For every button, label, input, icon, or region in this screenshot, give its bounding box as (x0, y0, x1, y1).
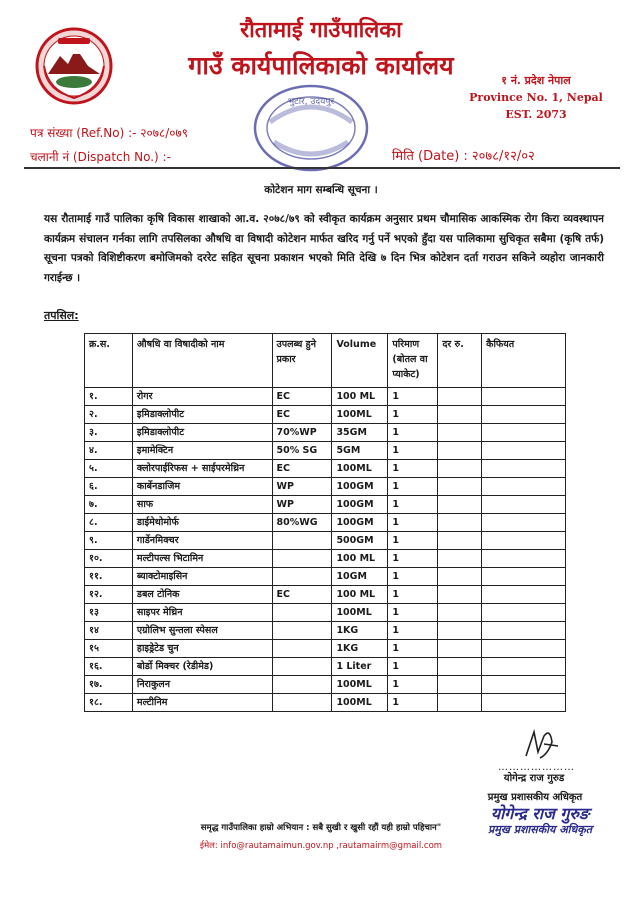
table-row (85, 586, 566, 604)
cell-serial: ११. (85, 568, 133, 586)
cell-volume: 100ML (332, 406, 388, 424)
cell-serial: १७. (85, 676, 133, 694)
table-row (85, 658, 566, 676)
col-name: औषधि वा विषादीको नाम (132, 334, 272, 388)
cell-remarks (482, 604, 566, 622)
signature-line: ………………… (498, 762, 575, 773)
office-name: गाउँ कार्यपालिकाको कार्यालय (188, 51, 454, 80)
cell-name: डबल टोनिक (132, 586, 272, 604)
col-serial: क्र.स. (85, 334, 133, 388)
office-stamp (250, 82, 372, 174)
footer-email: ईमेल: info@rautamaimun.gov.np ,rautamairm@gmail.com (199, 841, 443, 851)
notice-subject: कोटेशन माग सम्बन्धि सूचना । (264, 184, 378, 196)
cell-remarks (482, 658, 566, 676)
cell-type (272, 568, 332, 586)
col-rate: दर रु. (438, 334, 482, 388)
signatory-stamp-role: प्रमुख प्रशासकीय अधिकृत (488, 823, 592, 836)
cell-volume: 100ML (332, 676, 388, 694)
cell-rate (438, 550, 482, 568)
cell-rate (438, 460, 482, 478)
cell-remarks (482, 568, 566, 586)
cell-quantity: 1 (388, 658, 438, 676)
table-row (85, 496, 566, 514)
cell-volume: 100GM (332, 496, 388, 514)
cell-rate (438, 496, 482, 514)
cell-quantity: 1 (388, 496, 438, 514)
cell-type: 70%WP (272, 424, 332, 442)
cell-volume: 100ML (332, 604, 388, 622)
province-np: १ नं. प्रदेश नेपाल (501, 74, 571, 87)
cell-type (272, 676, 332, 694)
cell-name: इमिडाक्लोपीट (132, 424, 272, 442)
cell-type (272, 640, 332, 658)
cell-name: मल्टीनिम (132, 694, 272, 712)
cell-volume: 1KG (332, 622, 388, 640)
cell-type: EC (272, 460, 332, 478)
cell-serial: ४. (85, 442, 133, 460)
cell-rate (438, 442, 482, 460)
cell-type (272, 622, 332, 640)
cell-serial: ३. (85, 424, 133, 442)
cell-rate (438, 694, 482, 712)
table-row (85, 388, 566, 406)
signature-scribble (520, 722, 564, 766)
cell-name: गार्डेनमिक्चर (132, 532, 272, 550)
cell-serial: १०. (85, 550, 133, 568)
ref-number: पत्र संख्या (Ref.No) :- २०७८/०७९ (30, 126, 189, 140)
cell-remarks (482, 496, 566, 514)
cell-quantity: 1 (388, 406, 438, 424)
cell-name: हाइड्रेटेड चुन (132, 640, 272, 658)
cell-serial: ५. (85, 460, 133, 478)
cell-serial: १. (85, 388, 133, 406)
cell-remarks (482, 586, 566, 604)
col-volume: Volume (332, 334, 388, 388)
cell-quantity: 1 (388, 694, 438, 712)
cell-type: EC (272, 388, 332, 406)
cell-remarks (482, 532, 566, 550)
table-header-row (85, 334, 566, 388)
cell-name: इमिडाक्लोपीट (132, 406, 272, 424)
cell-name: रोगर (132, 388, 272, 406)
cell-remarks (482, 640, 566, 658)
cell-volume: 100GM (332, 514, 388, 532)
province-en: Province No. 1, Nepal (469, 91, 603, 104)
cell-remarks (482, 550, 566, 568)
cell-rate (438, 604, 482, 622)
table-row (85, 622, 566, 640)
cell-quantity: 1 (388, 640, 438, 658)
cell-type: WP (272, 478, 332, 496)
cell-serial: ९. (85, 532, 133, 550)
col-remarks: कैफियत (482, 334, 566, 388)
cell-volume: 500GM (332, 532, 388, 550)
table-row (85, 694, 566, 712)
table-row (85, 550, 566, 568)
cell-name: इमामेक्टिन (132, 442, 272, 460)
items-table (84, 333, 566, 712)
cell-name: बोर्डो मिक्चर (रेडीमेड) (132, 658, 272, 676)
cell-serial: १८. (85, 694, 133, 712)
cell-remarks (482, 442, 566, 460)
cell-serial: ६. (85, 478, 133, 496)
cell-type (272, 532, 332, 550)
cell-quantity: 1 (388, 532, 438, 550)
cell-rate (438, 514, 482, 532)
cell-volume: 100ML (332, 460, 388, 478)
table-row (85, 460, 566, 478)
cell-name: साफ (132, 496, 272, 514)
cell-volume: 35GM (332, 424, 388, 442)
signatory-stamp-name: योगेन्द्र राज गुरुङ (490, 804, 590, 823)
signatory-name: योगेन्द्र राज गुरुड (503, 773, 565, 784)
cell-quantity: 1 (388, 622, 438, 640)
table-row (85, 442, 566, 460)
cell-type: WP (272, 496, 332, 514)
table-row (85, 478, 566, 496)
cell-serial: २. (85, 406, 133, 424)
cell-type (272, 604, 332, 622)
cell-rate (438, 658, 482, 676)
cell-volume: 100ML (332, 694, 388, 712)
cell-remarks (482, 676, 566, 694)
cell-volume: 1 Liter (332, 658, 388, 676)
cell-serial: १२. (85, 586, 133, 604)
cell-quantity: 1 (388, 514, 438, 532)
cell-quantity: 1 (388, 676, 438, 694)
cell-type: EC (272, 586, 332, 604)
cell-volume: 100 ML (332, 388, 388, 406)
cell-name: मल्टीपल्स भिटामिन (132, 550, 272, 568)
cell-volume: 100 ML (332, 586, 388, 604)
cell-quantity: 1 (388, 586, 438, 604)
cell-quantity: 1 (388, 568, 438, 586)
cell-type: 80%WG (272, 514, 332, 532)
cell-rate (438, 388, 482, 406)
cell-name: ब्याक्टोमाइसिन (132, 568, 272, 586)
table-row (85, 514, 566, 532)
cell-name: एग्रोलिभ सुन्तला स्पेसल (132, 622, 272, 640)
letter-date: मिति (Date) : २०७८/१२/०२ (392, 149, 535, 164)
cell-volume: 1KG (332, 640, 388, 658)
cell-rate (438, 640, 482, 658)
dispatch-number: चलानी नं (Dispatch No.) :- (30, 150, 171, 164)
table-row (85, 568, 566, 586)
col-quantity: परिमाण (बोतल वा प्याकेट) (388, 334, 438, 388)
cell-quantity: 1 (388, 460, 438, 478)
table-row (85, 640, 566, 658)
cell-rate (438, 568, 482, 586)
cell-volume: 100 ML (332, 550, 388, 568)
cell-name: क्लोरपाईरिफस + साईपरमेथ्रिन (132, 460, 272, 478)
table-row (85, 676, 566, 694)
cell-type (272, 694, 332, 712)
cell-quantity: 1 (388, 388, 438, 406)
cell-type (272, 550, 332, 568)
cell-remarks (482, 622, 566, 640)
cell-rate (438, 478, 482, 496)
cell-name: साइपर मेथ्रिन (132, 604, 272, 622)
table-row (85, 424, 566, 442)
cell-remarks (482, 460, 566, 478)
established-year: EST. 2073 (505, 108, 567, 121)
cell-serial: ८. (85, 514, 133, 532)
cell-rate (438, 676, 482, 694)
cell-rate (438, 622, 482, 640)
header-divider (24, 167, 620, 169)
col-type: उपलब्ध हुने प्रकार (272, 334, 332, 388)
cell-volume: 10GM (332, 568, 388, 586)
cell-rate (438, 586, 482, 604)
cell-type: 50% SG (272, 442, 332, 460)
cell-rate (438, 424, 482, 442)
cell-type (272, 658, 332, 676)
notice-paragraph: यस रौतामाई गाउँ पालिका कृषि विकास शाखाको आ.व. २०७८/७९ को स्वीकृत कार्यक्रम अनुसार प्रथम चौमासिक आकस्मिक रोग किरा व्यवस्थापन कार्यक्रम संचालन गर्नका लागि तपसिलका औषधि वा विषादी कोटेशन मार्फत खरिद गर्नु पर्ने भएको हुँदा यस पालिकामा सुचिकृत सबैमा (कृषि तर्फ) सूचना पत्रको विशिष्टीकरण बमोजिमको दररेट सहित सूचना प्रकाशन भएको मिति देखि ७ दिन भित्र कोटेशन दर्ता गराउन सकिने व्यहोरा जानकारी गराईन्छ । (44, 213, 604, 284)
cell-rate (438, 406, 482, 424)
cell-quantity: 1 (388, 442, 438, 460)
province-block (456, 72, 616, 123)
cell-type: EC (272, 406, 332, 424)
footer-slogan: समृद्ध गाउँपालिका हाम्रो अभियान : सबै सुखी र खुसी रहौं यही हाम्रो पहिचान" (200, 823, 442, 833)
cell-quantity: 1 (388, 478, 438, 496)
cell-remarks (482, 406, 566, 424)
table-row (85, 406, 566, 424)
signatory-role: प्रमुख प्रशासकीय अधिकृत (487, 792, 583, 803)
municipality-name: रौतामाई गाउँपालिका (240, 17, 402, 43)
cell-remarks (482, 388, 566, 406)
table-row (85, 604, 566, 622)
cell-quantity: 1 (388, 424, 438, 442)
cell-volume: 100GM (332, 478, 388, 496)
cell-quantity: 1 (388, 604, 438, 622)
table-row (85, 532, 566, 550)
cell-name: निराकुलन (132, 676, 272, 694)
cell-name: कार्बेनडाजिम (132, 478, 272, 496)
cell-serial: १४ (85, 622, 133, 640)
cell-serial: ७. (85, 496, 133, 514)
details-label: तपसिल: (44, 309, 79, 322)
cell-quantity: 1 (388, 550, 438, 568)
cell-rate (438, 532, 482, 550)
cell-volume: 5GM (332, 442, 388, 460)
cell-name: डाईमेथोमोर्फ (132, 514, 272, 532)
cell-remarks (482, 424, 566, 442)
cell-serial: १३ (85, 604, 133, 622)
cell-remarks (482, 478, 566, 496)
cell-serial: १६. (85, 658, 133, 676)
stamp-text: भुटार, उदयपुर (287, 97, 335, 107)
cell-serial: १५ (85, 640, 133, 658)
cell-remarks (482, 694, 566, 712)
cell-remarks (482, 514, 566, 532)
